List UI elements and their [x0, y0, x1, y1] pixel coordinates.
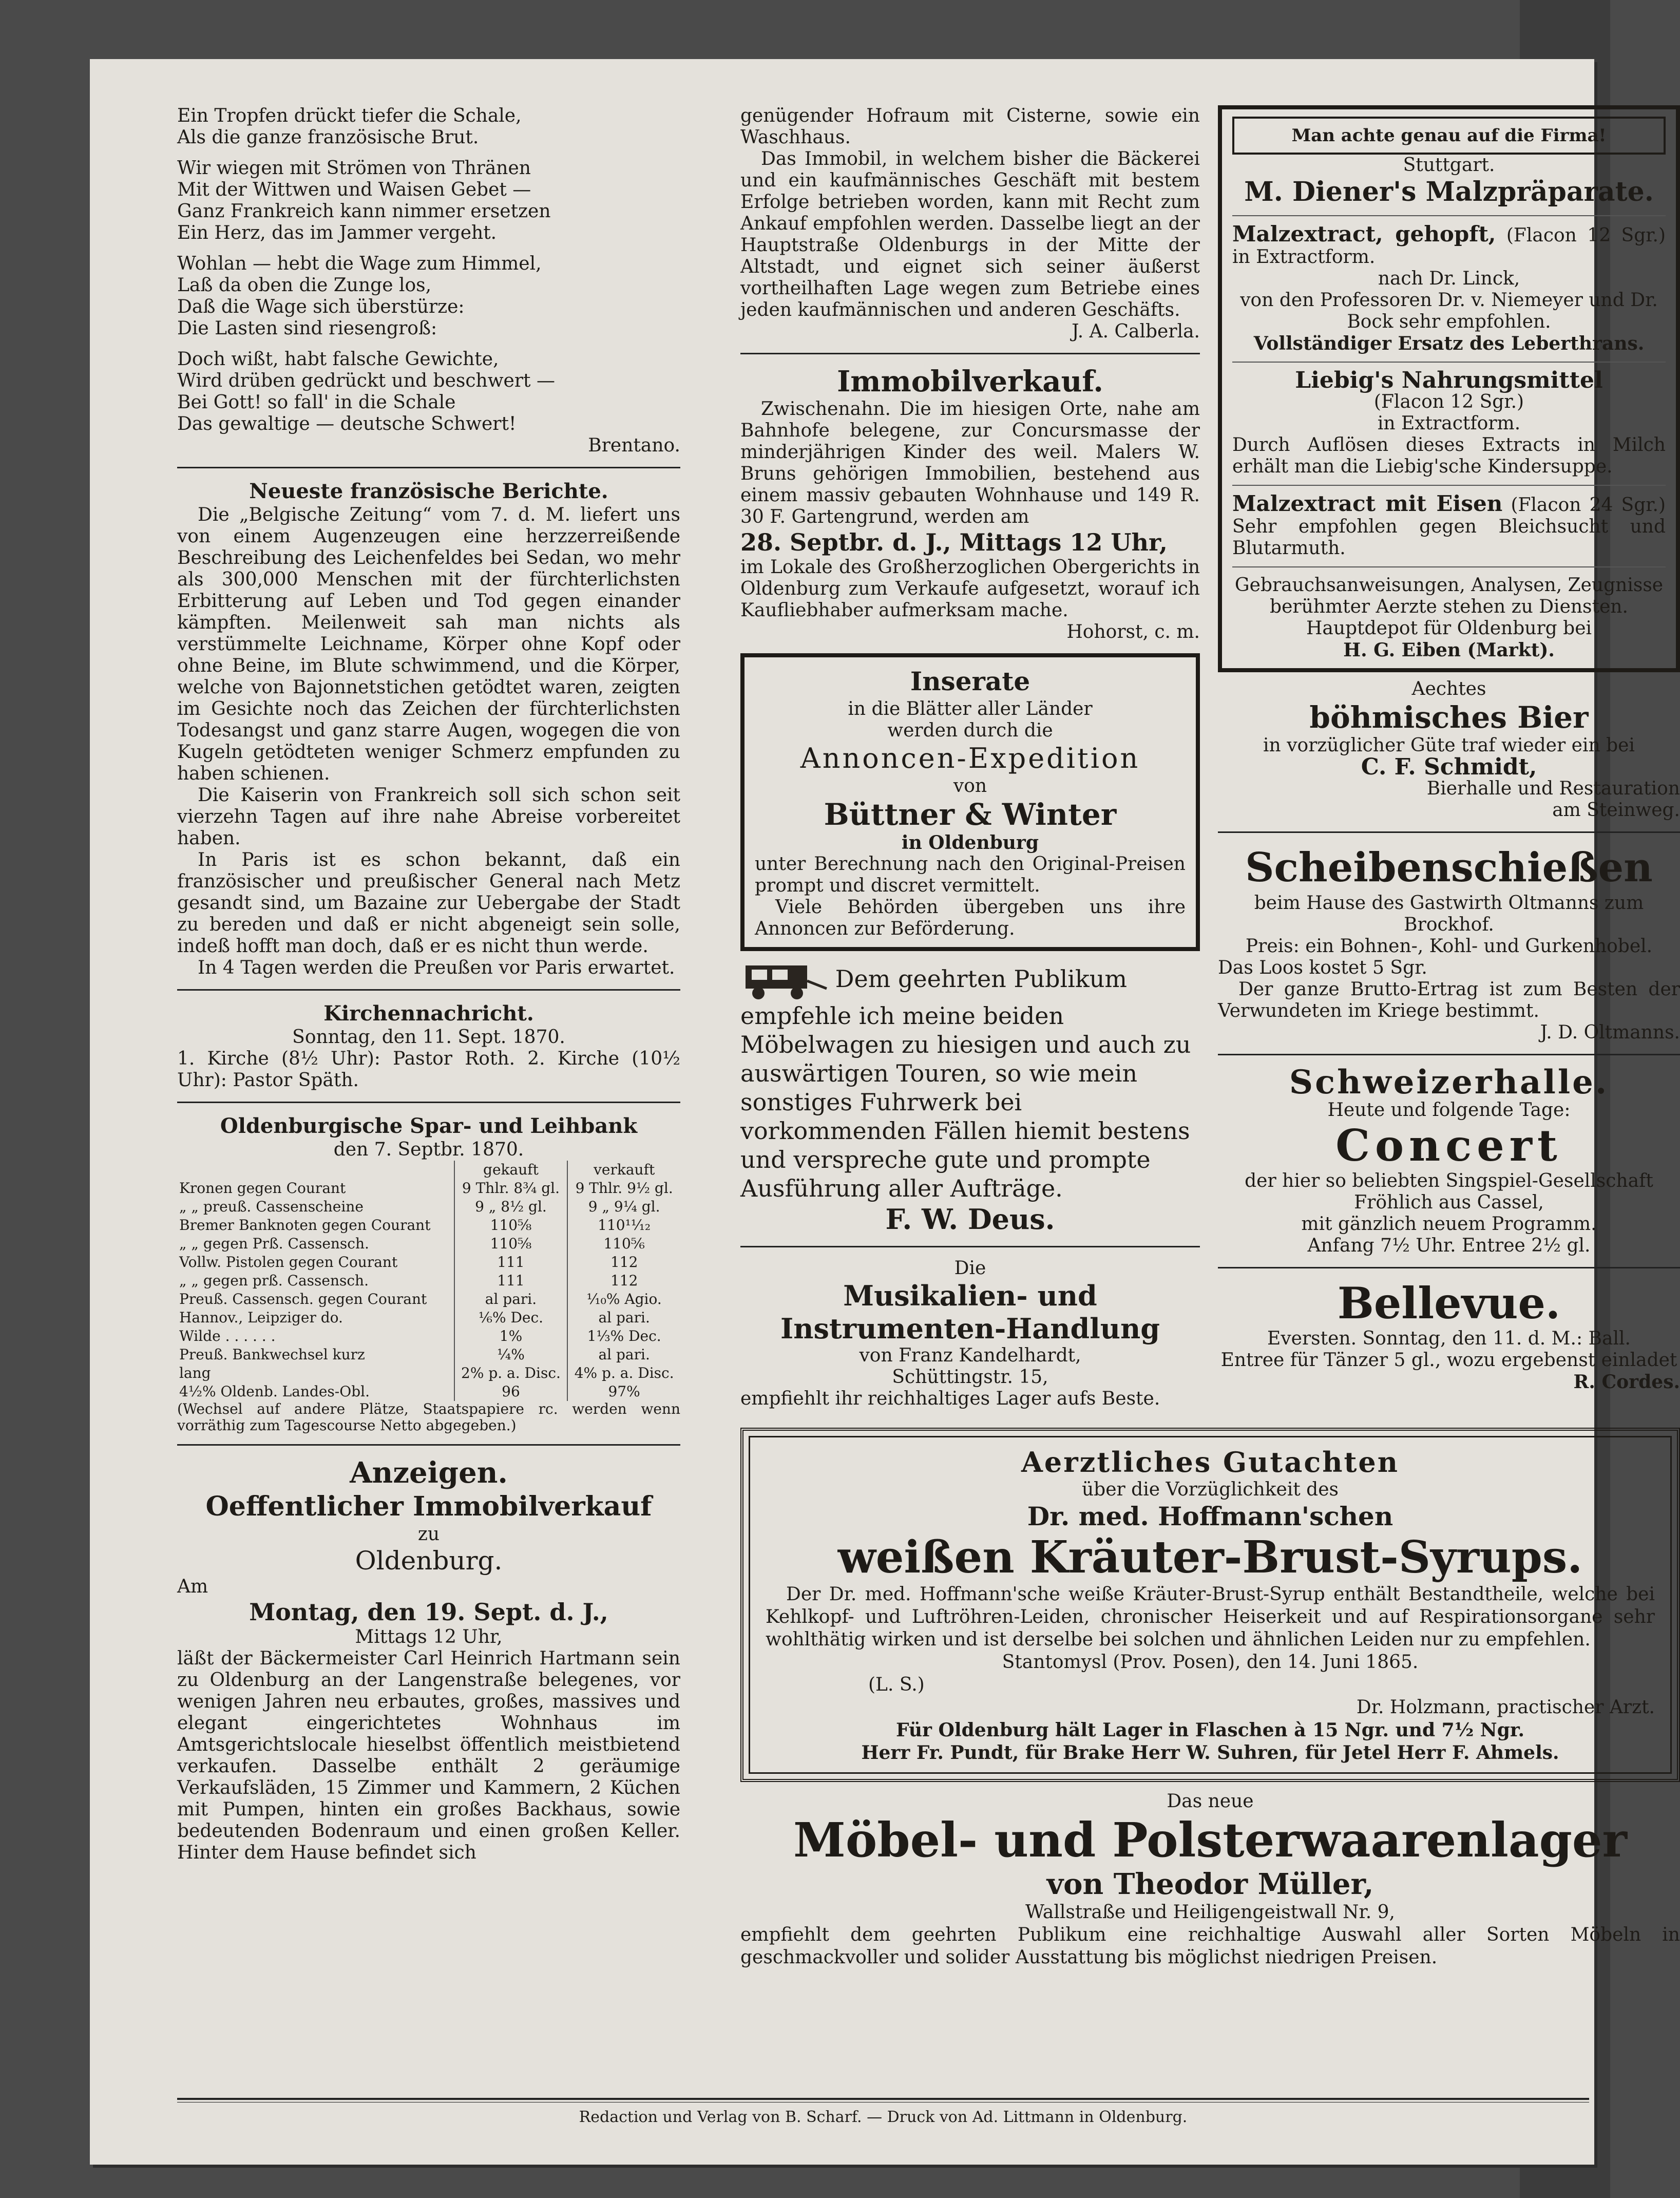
- moebel-2: von Theodor Müller,: [1046, 1867, 1374, 1901]
- poem-line: Wir wiegen mit Strömen von Thränen: [177, 158, 531, 179]
- scheiben-2: Preis: ein Bohnen-, Kohl- und Gurkenhobel.: [1245, 936, 1653, 957]
- column-2: [740, 105, 1200, 1410]
- musik-title: Musikalien- und Instrumenten-Handlung: [780, 1279, 1160, 1345]
- table-cell: 9 „ 9¼ gl.: [567, 1198, 680, 1216]
- poem-line: Als die ganze französische Brut.: [177, 127, 479, 148]
- wagon-icon: [740, 960, 828, 1001]
- table-cell: 110¹¹⁄₁₂: [567, 1216, 680, 1235]
- bellevue-1: Eversten. Sonntag, den 11. d. M.: Ball.: [1267, 1328, 1631, 1349]
- paragraph: In Paris ist es schon bekannt, daß ein französischer und preußischer General nach Metz gesandt sind, um Bazaine zur Uebergabe der Stadt zu bereden und daß er nicht abgeneigt sein solle, indeß hofft man doch, daß er es nicht thun werde.: [177, 849, 680, 957]
- paragraph: Die Kaiserin von Frankreich soll sich schon seit vierzehn Tagen auf ihre nahe Abreise vorbereitet haben.: [177, 785, 680, 849]
- gutachten-1: über die Vorzüglichkeit des: [1081, 1479, 1339, 1500]
- divider: [1218, 831, 1680, 833]
- malz-p1-price: (Flacon 12 Sgr.) in Extractform.: [1232, 225, 1666, 268]
- verkauf-text: Zwischenahn. Die im hiesigen Orte, nahe am Bahnhofe belegene, zur Concursmasse der minderjährigen Kinder des weil. Malers W. Bruns gehörigen Immobilien, bestehend aus einem massiv gebauten Wohnhause und 149 R. 30 F. Gartengrund, werden am: [740, 399, 1200, 527]
- poem-line: Mit der Wittwen und Waisen Gebet —: [177, 179, 531, 200]
- table-row: [177, 1382, 680, 1401]
- table-row: [177, 1198, 680, 1216]
- scheiben-sign: J. D. Oltmanns.: [1540, 1022, 1680, 1043]
- table-cell: ⅒% Agio.: [567, 1290, 680, 1309]
- syrup-title: weißen Kräuter-Brust-Syrups.: [837, 1531, 1583, 1583]
- table-row: [177, 1327, 680, 1346]
- bellevue-title: Bellevue.: [1337, 1278, 1561, 1329]
- malz-p1d: von den Professoren Dr. v. Niemeyer und Dr. Bock sehr empfohlen.: [1240, 290, 1658, 332]
- table-header: [177, 1161, 454, 1179]
- table-cell: 112: [567, 1272, 680, 1290]
- malz-product-1: Malzextract, gehopft,: [1232, 221, 1496, 247]
- malz-ad: [1218, 105, 1680, 672]
- table-row: [177, 1179, 680, 1198]
- malz-p2c: in Extractform.: [1377, 413, 1521, 434]
- scheiben-4: Der ganze Brutto-Ertrag ist zum Besten der Verwundeten im Kriege bestimmt.: [1218, 979, 1680, 1021]
- column-3: [1218, 105, 1680, 1393]
- verkauf-date: 28. Septbr. d. J., Mittags 12 Uhr,: [740, 528, 1168, 556]
- musik-addr: Schüttingstr. 15,: [892, 1367, 1048, 1388]
- verkauf-text-2: im Lokale des Großherzoglichen Obergerichts in Oldenburg zum Verkaufe aufgesetzt, worauf ich Kaufliebhaber aufmerksam mache.: [740, 557, 1200, 621]
- table-cell: 110⅚: [567, 1235, 680, 1253]
- schweiz-1: Heute und folgende Tage:: [1327, 1100, 1571, 1121]
- schweiz-3: mit gänzlich neuem Programm.: [1301, 1214, 1597, 1235]
- table-cell: 112: [567, 1253, 680, 1272]
- divider: [1232, 362, 1666, 363]
- poem: [177, 105, 680, 435]
- berichte-text: [177, 504, 680, 979]
- schweiz-4: Anfang 7½ Uhr. Entree 2½ gl.: [1307, 1235, 1591, 1256]
- poem-author: Brentano.: [588, 435, 680, 456]
- table-cell: Bremer Banknoten gegen Courant: [179, 1217, 431, 1234]
- table-row: [177, 1235, 680, 1253]
- paragraph: Die „Belgische Zeitung“ vom 7. d. M. liefert uns von einem Augenzeugen eine herzzerreißende Beschreibung des Leichenfeldes bei Sedan, wo mehr als 300,000 Menschen mit der fürchterlichsten Erbitterung auf Leben und Tod gegen einander kämpften. Meilenweit sah man nichts als verstümmelte Leichname, Körper ohne Kopf oder ohne Beine, im Blute schwimmend, und die Körper, welche von Bajonnetstichen getödtet waren, zeigten im Gesichte noch das Zeichen der fürchterlichsten Todesangst und ganz starre Augen, wogegen die von Kugeln getödteten weniger Schmerz empfunden zu haben schienen.: [177, 504, 680, 784]
- table-cell: 110⅝: [454, 1235, 568, 1253]
- inserate-ad: [740, 653, 1200, 951]
- table-cell: Hannov., Leipziger do.: [179, 1309, 343, 1326]
- stanza-gap: [177, 148, 680, 158]
- table-row: [177, 1309, 680, 1327]
- table-cell: 4% p. a. Disc.: [567, 1364, 680, 1382]
- table-row: [177, 1272, 680, 1290]
- table-cell: lang: [179, 1365, 211, 1381]
- table-cell: Vollw. Pistolen gegen Courant: [179, 1254, 398, 1271]
- immo-am: Am: [177, 1576, 208, 1597]
- musik-text: empfiehlt ihr reichhaltiges Lager aufs Beste.: [740, 1388, 1160, 1409]
- table-cell: 9 Thlr. 8¾ gl.: [454, 1179, 568, 1198]
- gutachten-2: Dr. med. Hoffmann'schen: [1027, 1501, 1393, 1531]
- table-cell: al pari.: [567, 1309, 680, 1327]
- bier-title: böhmisches Bier: [1309, 700, 1589, 735]
- malz-product-3: Malzextract mit Eisen: [1232, 491, 1503, 516]
- inserate-line-1: in die Blätter aller Länder: [848, 698, 1093, 719]
- table-cell: Wilde . . . . . .: [179, 1328, 276, 1344]
- malz-p5: Hauptdepot für Oldenburg bei: [1306, 618, 1592, 639]
- poem-line: Das gewaltige — deutsche Schwert!: [177, 413, 517, 434]
- inserate-text-2: Viele Behörden übergeben uns ihre Annoncen zur Beförderung.: [755, 897, 1186, 939]
- schweiz-2: der hier so beliebten Singspiel-Gesellschaft Fröhlich aus Cassel,: [1245, 1170, 1653, 1213]
- table-cell: 111: [454, 1272, 568, 1290]
- firm-name: Büttner & Winter: [824, 797, 1117, 832]
- bellevue-sign: R. Cordes.: [1573, 1371, 1680, 1393]
- bellevue-2: Entree für Tänzer 5 gl., wozu ergebenst einladet: [1220, 1350, 1677, 1371]
- scheiben-title: Scheibenschießen: [1245, 844, 1653, 891]
- continued-text-2: Das Immobil, in welchem bisher die Bäckerei und ein kaufmännisches Geschäft mit bestem Erfolge betrieben worden, kann mit Recht zum Ankauf empfohlen werden. Dasselbe liegt an der Hauptstraße Oldenburgs in der Mitte der Altstadt, und eignet sich seiner äußerst vortheilhaften Lage wegen zum Betriebe eines jeden kaufmännischen und anderen Geschäfts.: [740, 148, 1200, 320]
- poem-line: Daß die Wage sich überstürze:: [177, 296, 465, 317]
- poem-line: Die Lasten sind riesengroß:: [177, 318, 437, 339]
- deus-text: Dem geehrten Publikum empfehle ich meine beiden Möbelwagen zu hiesigen und auch zu auswärtigen Touren, so wie mein sonstiges Fuhrwerk bei vorkommenden Fällen hiemit bestens und verspreche gute und prompte Ausführung aller Aufträge.: [740, 965, 1191, 1202]
- table-cell: 9 Thlr. 9½ gl.: [567, 1179, 680, 1198]
- poem-line: Wohlan — hebt die Wage zum Himmel,: [177, 253, 542, 274]
- malz-title: M. Diener's Malzpräparate.: [1244, 176, 1654, 207]
- table-row: [177, 1253, 680, 1272]
- table-cell: „ „ gegen prß. Cassensch.: [179, 1272, 369, 1289]
- malz-p3b: (Flacon 24 Sgr.) Sehr empfohlen gegen Bleichsucht und Blutarmuth.: [1232, 495, 1666, 559]
- moebel-title: Möbel- und Polsterwaarenlager: [793, 1812, 1627, 1868]
- gutachten-ad: [740, 1428, 1680, 1782]
- moebel-1: Das neue: [1167, 1791, 1254, 1812]
- annoncen-expedition: Annoncen-Expedition: [800, 742, 1140, 774]
- musik-die: Die: [954, 1258, 986, 1279]
- deus-sign: F. W. Deus.: [885, 1203, 1055, 1236]
- divider: [740, 1246, 1200, 1247]
- wide-ads: [740, 1428, 1680, 1969]
- table-cell: al pari.: [567, 1346, 680, 1364]
- table-cell: 1⅓% Dec.: [567, 1327, 680, 1346]
- table-cell: ⅙% Dec.: [454, 1309, 568, 1327]
- scheiben-1: beim Hause des Gastwirth Oltmanns zum Brockhof.: [1254, 893, 1644, 935]
- calberla-sign: J. A. Calberla.: [1072, 321, 1200, 342]
- divider: [1232, 485, 1666, 486]
- gutachten-6: (L. S.): [868, 1674, 925, 1695]
- gutachten-9: Herr Fr. Pundt, für Brake Herr W. Suhren, für Jetel Herr F. Ahmels.: [861, 1742, 1559, 1764]
- malz-p1c: nach Dr. Linck,: [1378, 268, 1520, 289]
- table-cell: „ „ preuß. Cassenscheine: [179, 1198, 364, 1215]
- bank-note: (Wechsel auf andere Plätze, Staatspapiere rc. werden wenn vorräthig zum Tagescourse Netto abgegeben.): [177, 1400, 680, 1434]
- section-title-anzeigen: Anzeigen.: [350, 1456, 508, 1490]
- table-cell: 4½% Oldenb. Landes-Obl.: [179, 1383, 370, 1400]
- divider: [177, 1444, 680, 1446]
- musik-von: von Franz Kandelhardt,: [859, 1345, 1081, 1366]
- divider: [740, 353, 1200, 354]
- table-row: [177, 1216, 680, 1235]
- immo-zu: zu: [417, 1524, 440, 1545]
- bank-date: den 7. Septbr. 1870.: [333, 1139, 524, 1160]
- inserate-title: Inserate: [910, 666, 1030, 696]
- table-cell: 1%: [454, 1327, 568, 1346]
- scheiben-3: Das Loos kostet 5 Sgr.: [1218, 957, 1427, 978]
- concert-title: Concert: [1335, 1120, 1562, 1171]
- stanza-gap: [177, 244, 680, 253]
- table-header: verkauft: [567, 1161, 680, 1179]
- table-header: gekauft: [454, 1161, 568, 1179]
- poem-line: Wird drüben gedrückt und beschwert —: [177, 370, 555, 391]
- paragraph: In 4 Tagen werden die Preußen vor Paris erwartet.: [198, 957, 675, 978]
- table-cell: Preuß. Bankwechsel kurz: [179, 1346, 365, 1363]
- bier-6: am Steinweg.: [1552, 800, 1680, 821]
- immo-text: läßt der Bäckermeister Carl Heinrich Hartmann sein zu Oldenburg an der Langenstraße belegenes, vor wenigen Jahren neu erbautes, großes, massives und elegant eingerichtetes Wohnhaus im Amtsgerichtslocale hieselbst öffentlich meistbietend verkaufen. Dasselbe enthält 2 geräumige Verkaufsläden, 15 Zimmer und Kammern, 2 Küchen mit Pumpen, hinten ein großes Backhaus, sowie bedeutenden Bodenraum und einen großen Keller. Hinter dem Hause befindet sich: [177, 1648, 680, 1863]
- gutachten-8: Für Oldenburg hält Lager in Flaschen à 15 Ngr. und 7½ Ngr.: [895, 1719, 1525, 1741]
- inserate-line-2: werden durch die: [887, 720, 1053, 741]
- section-title-kirchen: Kirchennachricht.: [323, 1001, 534, 1026]
- poem-line: Laß da oben die Zunge los,: [177, 275, 432, 296]
- section-title-berichte: Neueste französische Berichte.: [249, 479, 608, 503]
- exchange-rate-table: [177, 1161, 680, 1401]
- column-1: [177, 105, 680, 1864]
- malz-p2b: (Flacon 12 Sgr.): [1373, 391, 1524, 412]
- inserate-von: von: [953, 775, 987, 797]
- table-cell: 110⅝: [454, 1216, 568, 1235]
- inserate-city: in Oldenburg: [901, 832, 1039, 854]
- immo-city: Oldenburg.: [355, 1546, 503, 1576]
- poem-line: Bei Gott! so fall' in die Schale: [177, 392, 456, 413]
- schweiz-title: Schweizerhalle.: [1289, 1063, 1609, 1102]
- deus-ad: [740, 960, 1200, 1203]
- table-cell: 111: [454, 1253, 568, 1272]
- malz-product-2: Liebig's Nahrungsmittel: [1295, 367, 1603, 393]
- malz-city: Stuttgart.: [1403, 155, 1495, 176]
- gutachten-5: Stantomysl (Prov. Posen), den 14. Juni 1865.: [1002, 1652, 1419, 1673]
- gutachten-4: Der Dr. med. Hoffmann'sche weiße Kräuter-Brust-Syrup enthält Bestandtheile, welche bei Kehlkopf- und Luftröhren-Leiden, chronischer Heiserkeit und auf Respirationsorgane sehr wohlthätig wirken und ist derselbe bei solchen und ähnlichen Leiden nur zu empfehlen.: [766, 1584, 1655, 1650]
- immo-title: Oeffentlicher Immobilverkauf: [205, 1491, 652, 1522]
- malz-p4: Gebrauchsanweisungen, Analysen, Zeugnisse berühmter Aerzte stehen zu Diensten.: [1234, 575, 1664, 617]
- bier-aechtes: Aechtes: [1411, 678, 1486, 699]
- imprint: Redaction und Verlag von B. Scharf. — Druck von Ad. Littmann in Oldenburg.: [579, 2108, 1188, 2126]
- verkauf-title: Immobilverkauf.: [837, 365, 1103, 399]
- table-cell: 2% p. a. Disc.: [454, 1364, 568, 1382]
- gutachten-title: Aerztliches Gutachten: [1021, 1446, 1400, 1479]
- table-cell: Kronen gegen Courant: [179, 1180, 346, 1197]
- table-cell: 96: [454, 1382, 568, 1401]
- poem-line: Ein Herz, das im Jammer vergeht.: [177, 222, 497, 243]
- poem-line: Doch wißt, habt falsche Gewichte,: [177, 349, 499, 370]
- continued-text: genügender Hofraum mit Cisterne, sowie ein Waschhaus.: [740, 105, 1200, 148]
- table-row: [177, 1290, 680, 1309]
- moebel-4: empfiehlt dem geehrten Publikum eine reichhaltige Auswahl aller Sorten Möbeln in geschmackvoller und solider Ausstattung bis möglichst niedrigen Preisen.: [740, 1924, 1680, 1968]
- gutachten-7: Dr. Holzmann, practischer Arzt.: [1356, 1697, 1655, 1718]
- footer-rule: [177, 2098, 1589, 2100]
- malz-p2d: Durch Auflösen dieses Extracts in Milch erhält man die Liebig'sche Kindersuppe.: [1232, 434, 1666, 477]
- immo-date: Montag, den 19. Sept. d. J.,: [249, 1598, 608, 1626]
- poem-line: Ein Tropfen drückt tiefer die Schale,: [177, 105, 522, 126]
- divider: [1218, 1267, 1680, 1268]
- malz-p6: H. G. Eiben (Markt).: [1343, 639, 1555, 661]
- table-row: [177, 1346, 680, 1364]
- table-cell: ¼%: [454, 1346, 568, 1364]
- kirchen-date: Sonntag, den 11. Sept. 1870.: [292, 1027, 565, 1048]
- divider: [177, 989, 680, 991]
- bier-5: Bierhalle und Restauration: [1426, 778, 1680, 799]
- stanza-gap: [177, 339, 680, 349]
- hohorst-sign: Hohorst, c. m.: [1066, 621, 1200, 642]
- divider: [177, 1102, 680, 1103]
- inserate-text: unter Berechnung nach den Original-Preisen prompt und discret vermittelt.: [755, 854, 1186, 896]
- bier-3: in vorzüglicher Güte traf wieder ein bei: [1263, 735, 1635, 756]
- divider: [1232, 215, 1666, 216]
- kirchen-service: 1. Kirche (8½ Uhr): Pastor Roth. 2. Kirche (10½ Uhr): Pastor Späth.: [177, 1048, 680, 1091]
- malz-p1e: Vollständiger Ersatz des Leberthrans.: [1253, 333, 1645, 354]
- section-title-bank: Oldenburgische Spar- und Leihbank: [220, 1114, 638, 1138]
- moebel-3: Wallstraße und Heiligengeistwall Nr. 9,: [1025, 1902, 1395, 1923]
- table-row: [177, 1364, 680, 1382]
- divider: [177, 467, 680, 468]
- divider: [1218, 1054, 1680, 1055]
- table-cell: „ „ gegen Prß. Cassensch.: [179, 1235, 369, 1252]
- immo-time: Mittags 12 Uhr,: [355, 1626, 503, 1647]
- table-cell: 9 „ 8½ gl.: [454, 1198, 568, 1216]
- table-cell: 97%: [567, 1382, 680, 1401]
- poem-line: Ganz Frankreich kann nimmer ersetzen: [177, 201, 551, 222]
- divider: [1232, 566, 1666, 567]
- bier-4: C. F. Schmidt,: [1361, 754, 1537, 780]
- malz-head: Man achte genau auf die Firma!: [1232, 117, 1666, 155]
- newspaper-page: [90, 59, 1680, 2165]
- table-cell: al pari.: [454, 1290, 568, 1309]
- table-cell: Preuß. Cassensch. gegen Courant: [179, 1291, 427, 1308]
